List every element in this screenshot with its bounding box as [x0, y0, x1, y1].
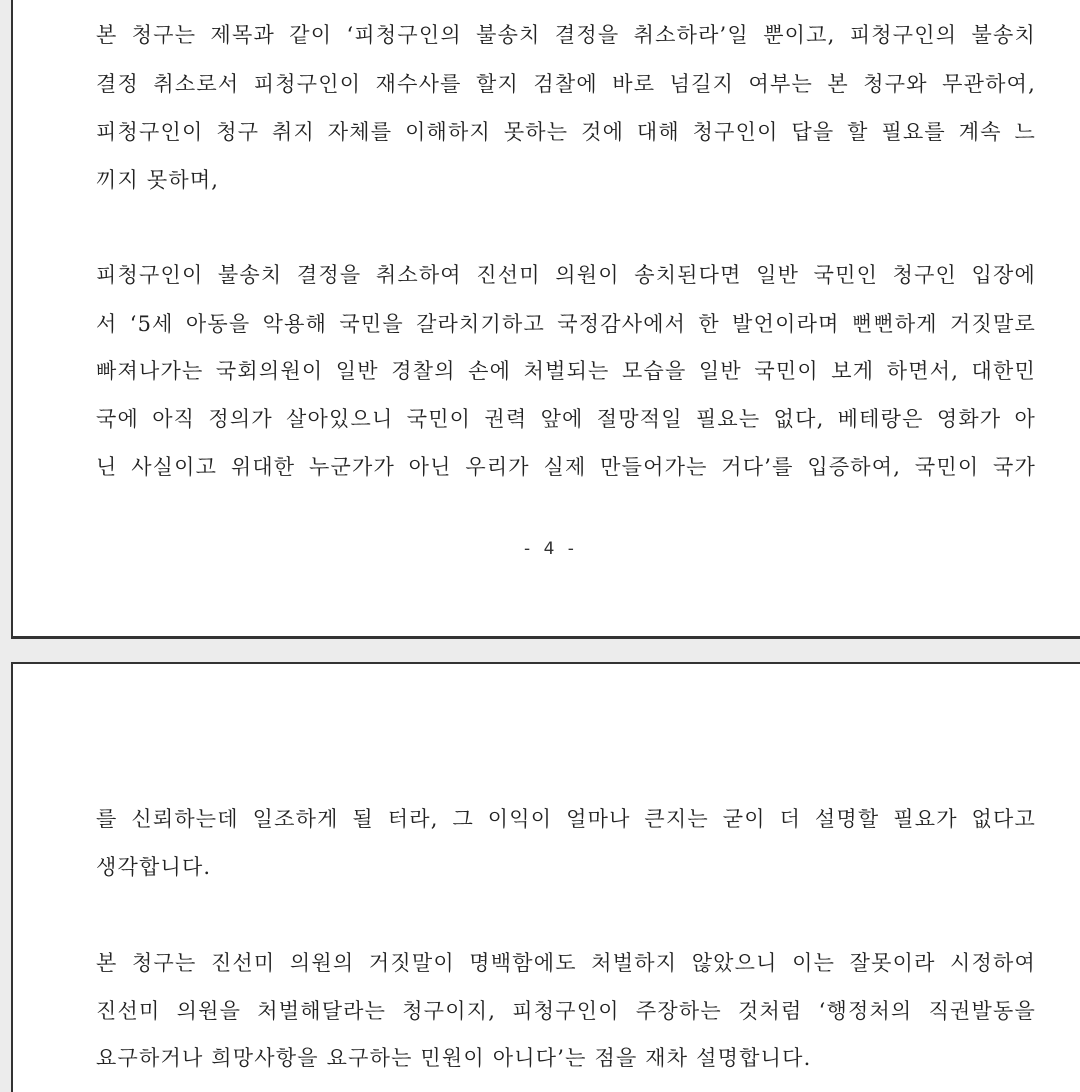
text-line: 피청구인이 청구 취지 자체를 이해하지 못하는 것에 대해 청구인이 답을 할 필요를 계속 느 — [96, 120, 1036, 144]
text-line: 끼지 못하며, — [96, 168, 220, 192]
text-line: 빠져나가는 국회의원이 일반 경찰의 손에 처벌되는 모습을 일반 국민이 보게 하면서, 대한민 — [96, 359, 1036, 383]
document-page-5 — [11, 662, 1080, 1092]
page-number: - 4 - — [524, 539, 578, 559]
text-line: 결정 취소로서 피청구인이 재수사를 할지 검찰에 바로 넘길지 여부는 본 청구와 무관하여, — [96, 72, 1036, 96]
text-line: 를 신뢰하는데 일조하게 될 터라, 그 이익이 얼마나 큰지는 굳이 더 설명할 필요가 없다고 — [96, 807, 1036, 831]
text-line: 서 ‘5세 아동을 악용해 국민을 갈라치기하고 국정감사에서 한 발언이라며 뻔뻔하게 거짓말로 — [96, 312, 1036, 336]
text-line: 닌 사실이고 위대한 누군가가 아닌 우리가 실제 만들어가는 거다’를 입증하여, 국민이 국가 — [96, 455, 1036, 479]
text-line: 피청구인이 불송치 결정을 취소하여 진선미 의원이 송치된다면 일반 국민인 청구인 입장에 — [96, 263, 1036, 287]
text-line: 요구하거나 희망사항을 요구하는 민원이 아니다’는 점을 재차 설명합니다. — [96, 1046, 812, 1070]
text-line: 생각합니다. — [96, 855, 212, 879]
text-line: 본 청구는 진선미 의원의 거짓말이 명백함에도 처벌하지 않았으니 이는 잘못이라 시정하여 — [96, 951, 1036, 975]
text-line: 국에 아직 정의가 살아있으니 국민이 권력 앞에 절망적일 필요는 없다, 베테랑은 영화가 아 — [96, 407, 1036, 431]
text-line: 진선미 의원을 처벌해달라는 청구이지, 피청구인이 주장하는 것처럼 ‘행정처의 직권발동을 — [96, 999, 1036, 1023]
document-page-4 — [11, 0, 1080, 639]
text-line: 본 청구는 제목과 같이 ‘피청구인의 불송치 결정을 취소하라’일 뿐이고, 피청구인의 불송치 — [96, 23, 1036, 47]
